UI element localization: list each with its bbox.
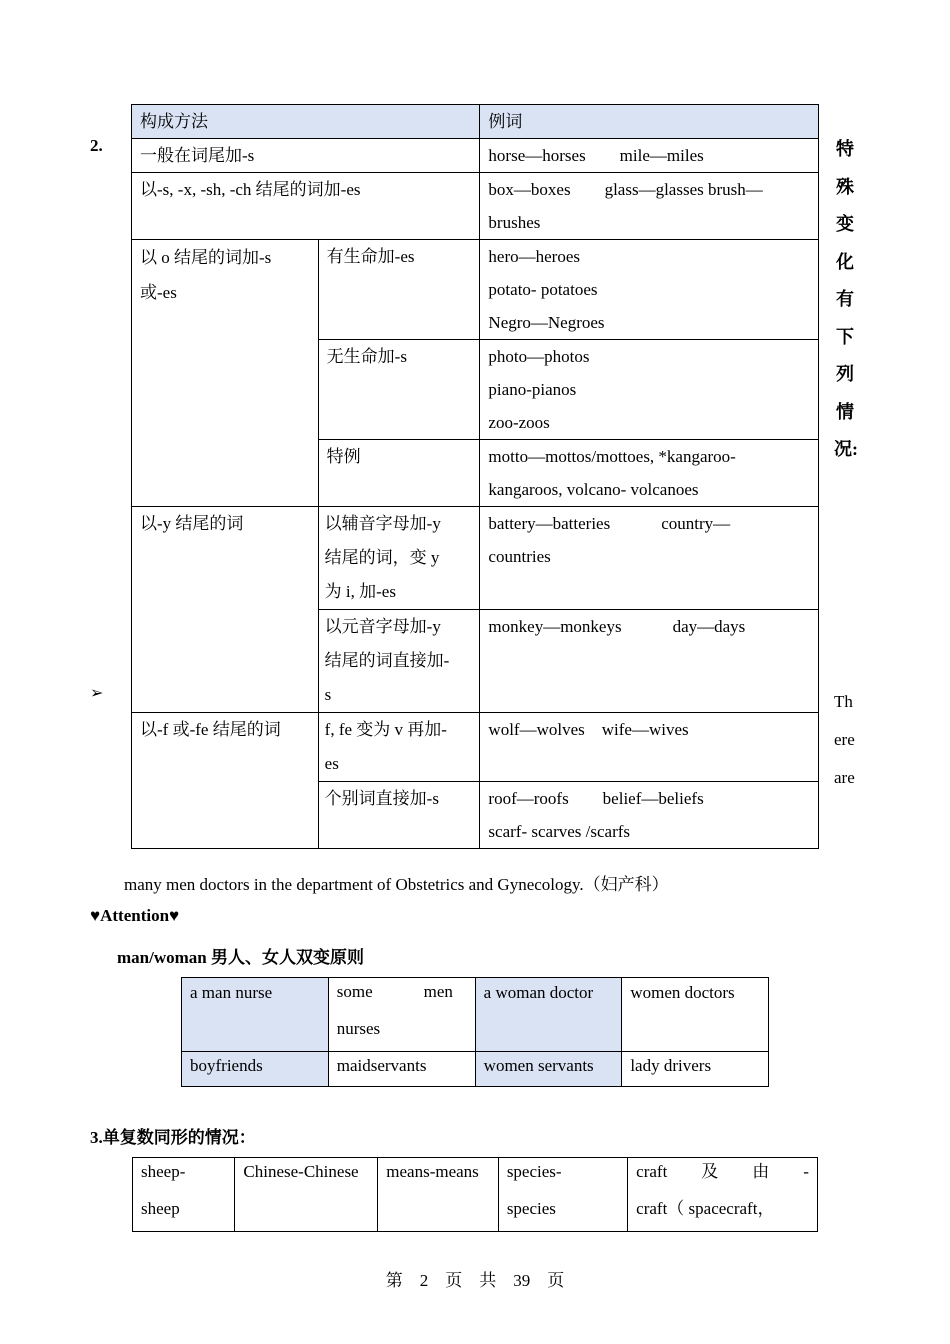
example-cell [480,173,819,240]
side-char: 况: [834,439,858,459]
attention-cell: boyfriends [182,1052,329,1087]
example-line: potato- potatoes [488,280,598,299]
attention-subtitle: man/woman 男人、女人双变原则 [117,948,364,967]
example-line: roof—roofs belief—beliefs [488,789,704,808]
rule-line: 个别词直接加-s [324,789,439,808]
attention-table [181,977,769,1087]
sub-rule-cell [318,610,480,713]
example-line: kangaroos, volcano- volcanoes [488,480,699,499]
rule-cell: 以-s, -x, -sh, -ch 结尾的词加-es [132,173,480,240]
example-cell [480,240,819,340]
side-char: 变 [836,214,854,234]
sub-rule-cell [318,713,480,782]
side-word: ere [834,730,855,749]
section-number: 2. [90,136,103,155]
same-form-cell [628,1158,818,1232]
example-line: box—boxes glass—glasses brush— [488,180,763,199]
same-form-cell [133,1158,235,1232]
side-word: Th [834,692,853,711]
side-words [834,683,855,797]
example-line: Negro—Negroes [488,313,605,332]
continuation-sentence: many men doctors in the department of Obstetrics and Gynecology.（妇产科） [124,875,669,894]
rule-line: s [324,685,332,704]
example-line: wolf—wolves wife—wives [488,720,689,739]
example-cell [480,507,819,610]
example-line: monkey—monkeys day—days [488,617,746,636]
rule-line: es [324,754,339,773]
example-cell [480,610,819,713]
sub-rule-cell [318,507,480,610]
rule-line: 结尾的词，变 y [324,548,440,567]
attention-cell: a man nurse [182,978,329,1052]
example-line: photo—photos [488,347,590,366]
rule-cell [132,240,319,507]
cell-line: craft 及 由 - [636,1162,809,1181]
example-cell: horse—horses mile—miles [480,139,819,173]
side-char: 化 [836,252,854,272]
attention-cell: women doctors [622,978,769,1052]
cell-line: sheep [141,1199,180,1218]
example-line: piano-pianos [488,380,577,399]
attention-cell: women servants [475,1052,622,1087]
example-cell [480,782,819,849]
example-line: scarf- scarves /scarfs [488,822,631,841]
rule-line: 为 i, 加-es [324,582,396,601]
cell-line: some men [336,982,453,1001]
rule-line: 以 o 结尾的词加-s [140,248,272,267]
rule-line: 以元音字母加-y [324,617,441,636]
cell-line: sheep- [141,1162,186,1181]
example-line: motto—mottos/mottoes, *kangaroo- [488,447,736,466]
rule-cell: 一般在词尾加-s [132,139,480,173]
side-word: are [834,768,855,787]
attention-title: ♥Attention♥ [90,906,180,925]
attention-cell: a woman doctor [475,978,622,1052]
section3-title: 3.单复数同形的情况： [90,1128,256,1147]
example-cell [480,340,819,440]
attention-cell [328,978,475,1052]
plural-rules-table [131,104,819,849]
cell-line: species- [506,1162,562,1181]
side-char: 列 [836,364,854,384]
sub-rule-cell: 无生命加-s [318,340,480,440]
attention-cell: lady drivers [622,1052,769,1087]
side-char: 殊 [836,177,854,197]
header-method: 构成方法 [132,105,480,139]
same-form-cell: means-means [378,1158,499,1232]
rule-cell: 以-y 结尾的词 [132,507,319,713]
side-char: 有 [836,289,854,309]
cell-line: craft（ spacecraft， [636,1199,775,1218]
example-line: hero—heroes [488,247,580,266]
rule-line: 或-es [140,283,177,302]
cell-line: nurses [336,1019,381,1038]
page-footer: 第 2 页 共 39 页 [385,1271,565,1290]
sub-rule-cell: 特例 [318,440,480,507]
attention-cell: maidservants [328,1052,475,1087]
side-char: 情 [836,402,854,422]
rule-line: 以辅音字母加-y [324,514,441,533]
example-line: zoo-zoos [488,413,550,432]
rule-cell: 以-f 或-fe 结尾的词 [132,713,319,849]
example-line: battery—batteries country— [488,514,731,533]
rule-line: f, fe 变为 v 再加- [324,720,447,739]
example-line: brushes [488,213,541,232]
same-form-table [132,1157,818,1232]
rule-line: 结尾的词直接加- [324,651,450,670]
side-char: 下 [836,327,854,347]
example-line: countries [488,547,551,566]
sub-rule-cell: 有生命加-es [318,240,480,340]
sub-rule-cell [318,782,480,849]
header-example: 例词 [480,105,819,139]
same-form-cell [498,1158,627,1232]
example-cell [480,440,819,507]
arrow-bullet-icon: ➢ [90,685,104,702]
same-form-cell: Chinese-Chinese [235,1158,378,1232]
side-char: 特 [836,139,854,159]
example-cell [480,713,819,782]
cell-line: species [506,1199,556,1218]
